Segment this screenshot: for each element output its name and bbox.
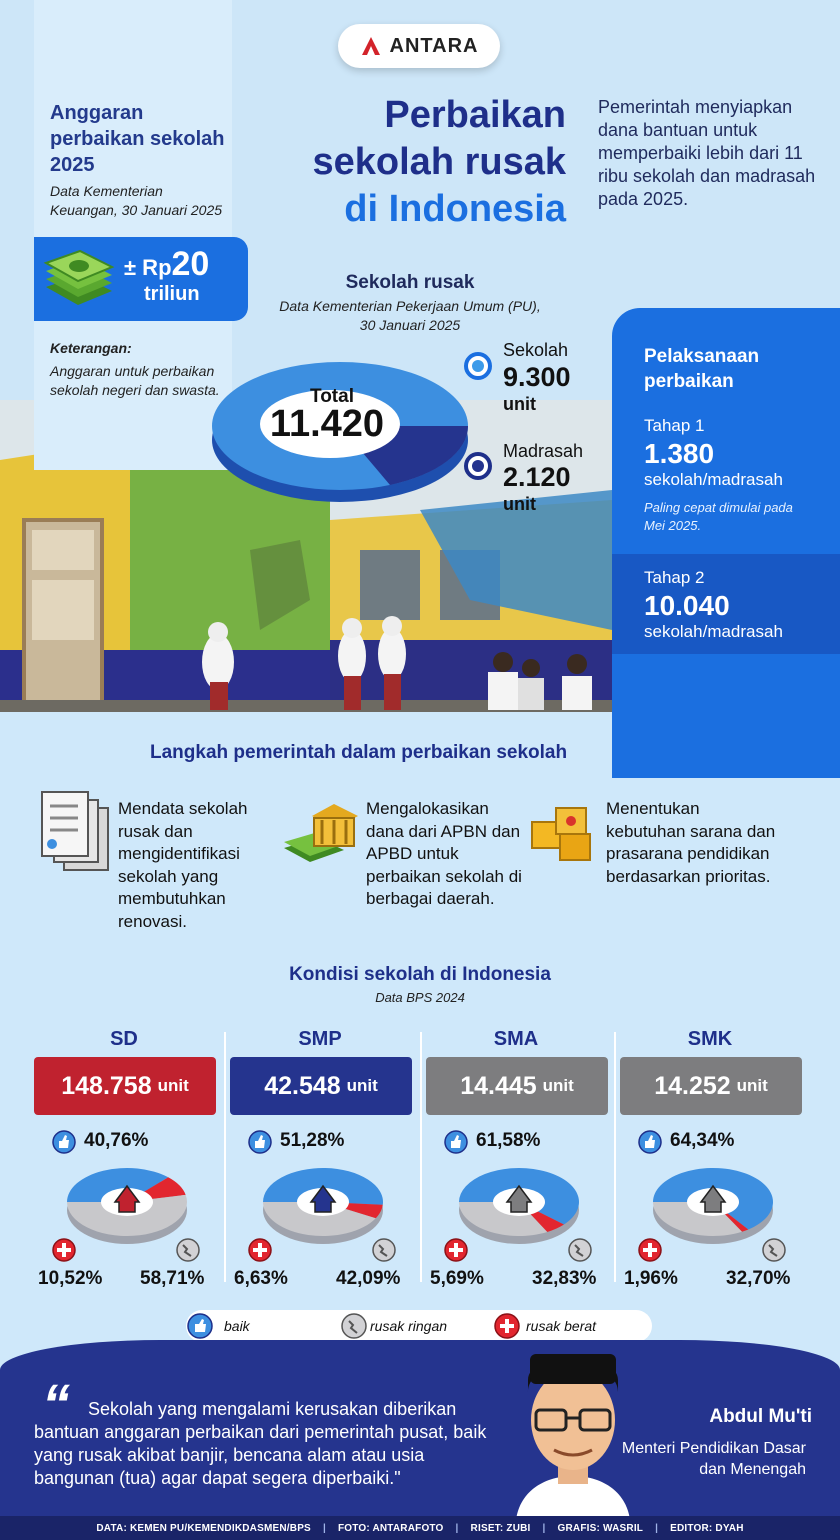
credit-separator: | [655,1522,659,1534]
crack-icon [341,1313,367,1339]
ringan-percentage: 32,83% [532,1268,597,1289]
step-1-text: Mendata sekolah rusak dan mengidentifikasi sekolah yang membutuhkan renovasi. [118,799,248,931]
legend-berat: rusak berat [526,1318,597,1334]
step-2-text: Mengalokasikan dana dari APBN dan APBD untuk perbaikan sekolah di berbagai daerah. [366,799,522,908]
money-stack-icon [40,247,116,313]
speaker-role: Menteri Pendidikan Dasar dan Menengah [621,1440,806,1478]
thumbs-up-icon [248,1130,272,1154]
level-name: SMA [493,1028,539,1050]
credit-research: RISET: ZUBI [470,1522,531,1534]
stage1-value: 1.380 [644,438,715,469]
crack-icon [372,1238,396,1262]
ringan-percentage: 58,71% [140,1268,205,1289]
level-count-box [230,1057,412,1115]
damaged-title: Sekolah rusak [345,272,475,293]
total-value: 11.420 [269,403,385,445]
baik-percentage: 64,34% [670,1130,735,1151]
credit-data: DATA: KEMEN PU/KEMENDIKDASMEN/BPS [96,1522,311,1534]
credit-graphics: GRAFIS: WASRIL [557,1522,644,1534]
credit-separator: | [542,1522,546,1534]
budget-amount [124,245,242,283]
thumbs-up-icon [444,1130,468,1154]
thumbs-up-icon [638,1130,662,1154]
column-divider [224,1032,226,1282]
condition-donut-chart [456,1160,582,1250]
title-line-3: di Indonesia [344,188,566,230]
total-label: Total [310,386,354,407]
speaker-name: Abdul Mu'ti [709,1406,812,1427]
crack-icon [176,1238,200,1262]
column-divider [614,1032,616,1282]
implementation-note-box [612,654,840,778]
legend-baik: baik [224,1318,250,1334]
first-aid-icon [638,1238,662,1262]
berat-percentage: 5,69% [430,1268,484,1289]
baik-percentage: 61,58% [476,1130,541,1151]
crack-icon [568,1238,592,1262]
stage2-unit: sekolah/madrasah [644,622,783,641]
level-count-box [426,1057,608,1115]
credit-editor: EDITOR: DYAH [670,1522,744,1534]
sekolah-dot-icon [464,352,492,380]
level-count-unit: unit [157,1076,189,1095]
conditions-source: Data BPS 2024 [375,990,465,1005]
madrasah-value: 2.120 [503,462,571,492]
condition-donut-chart [260,1160,386,1250]
budget-value: 20 [171,245,210,283]
level-name: SMP [298,1028,342,1050]
credits-footer [0,1516,840,1540]
thumbs-up-icon [187,1313,213,1339]
step-3-text: Menentukan kebutuhan sarana dan prasarana pendidikan berdasarkan prioritas. [606,799,776,886]
level-count-unit: unit [736,1076,768,1095]
condition-donut-chart [64,1160,190,1250]
sekolah-value: 9.300 [503,362,571,392]
thumbs-up-icon [52,1130,76,1154]
berat-percentage: 1,96% [624,1268,678,1289]
berat-percentage: 10,52% [38,1268,103,1289]
level-count: 42.548 [264,1071,341,1100]
title-line-1: Perbaikan [384,94,566,136]
steps-title: Langkah pemerintah dalam perbaikan sekolah [150,742,568,763]
level-name: SMK [687,1028,733,1050]
implementation-title: Pelaksanaan perbaikan [644,346,760,392]
quote-mark: “ [42,1372,70,1435]
baik-percentage: 40,76% [84,1130,149,1151]
berat-percentage: 6,63% [234,1268,288,1289]
madrasah-dot-icon [464,452,492,480]
madrasah-label: Madrasah [503,441,584,461]
title-line-2: sekolah rusak [312,141,566,183]
budget-title: Anggaran perbaikan sekolah 2025 [50,102,225,176]
crack-icon [762,1238,786,1262]
sekolah-unit: unit [503,394,536,414]
quote-text: Sekolah yang mengalami kerusakan diberikan bantuan anggaran perbaikan dari pemerintah pusat, baik yang rusak akibat banjir, bencana alam atau usia bangunan (tua) agar dapat segera diperbaiki." [34,1399,487,1488]
sekolah-label: Sekolah [503,340,569,360]
stage2-label: Tahap 2 [644,568,705,587]
madrasah-unit: unit [503,494,536,514]
level-count-unit: unit [346,1076,378,1095]
puzzle-icon [526,800,602,866]
budget-source: Data Kementerian Keuangan, 30 Januari 2025 [50,183,223,218]
legend-ringan: rusak ringan [370,1318,448,1334]
ringan-percentage: 32,70% [726,1268,791,1289]
budget-prefix: ± Rp [124,255,172,280]
bank-money-icon [282,798,362,878]
logo-text: ANTARA [389,34,479,57]
level-count-unit: unit [542,1076,574,1095]
level-count-box [620,1057,802,1115]
level-count: 14.252 [654,1071,731,1100]
credit-separator: | [455,1522,459,1534]
stage1-label: Tahap 1 [644,416,705,435]
intro-text: Pemerintah menyiapkan dana bantuan untuk memperbaiki lebih dari 11 ribu sekolah dan madrasah pada 2025. [598,97,816,209]
stage2-value: 10.040 [644,590,730,621]
budget-note-title: Keterangan: [50,340,132,356]
document-list-icon [38,790,118,876]
level-count: 14.445 [460,1071,537,1100]
budget-unit: triliun [144,283,200,305]
page-title [270,92,566,233]
speaker-portrait [506,1340,640,1520]
stage1-unit: sekolah/madrasah [644,470,783,489]
credit-separator: | [322,1522,326,1534]
baik-percentage: 51,28% [280,1130,345,1151]
condition-donut-chart [650,1160,776,1250]
antara-logo-mark-icon [360,35,382,57]
first-aid-icon [248,1238,272,1262]
level-name: SD [110,1028,138,1050]
stage1-note: Paling cepat dimulai pada Mei 2025. [644,500,793,533]
first-aid-icon [444,1238,468,1262]
column-divider [420,1032,422,1282]
level-count-box [34,1057,216,1115]
budget-note-text: Anggaran untuk perbaikan sekolah negeri dan swasta. [50,363,220,398]
level-count: 148.758 [61,1071,152,1100]
antara-logo [338,24,500,68]
first-aid-icon [52,1238,76,1262]
conditions-title: Kondisi sekolah di Indonesia [289,964,551,985]
first-aid-icon [494,1313,520,1339]
damaged-source: Data Kementerian Pekerjaan Umum (PU), 30 Januari 2025 [279,298,541,333]
credit-photo: FOTO: ANTARAFOTO [337,1522,444,1534]
ringan-percentage: 42,09% [336,1268,401,1289]
